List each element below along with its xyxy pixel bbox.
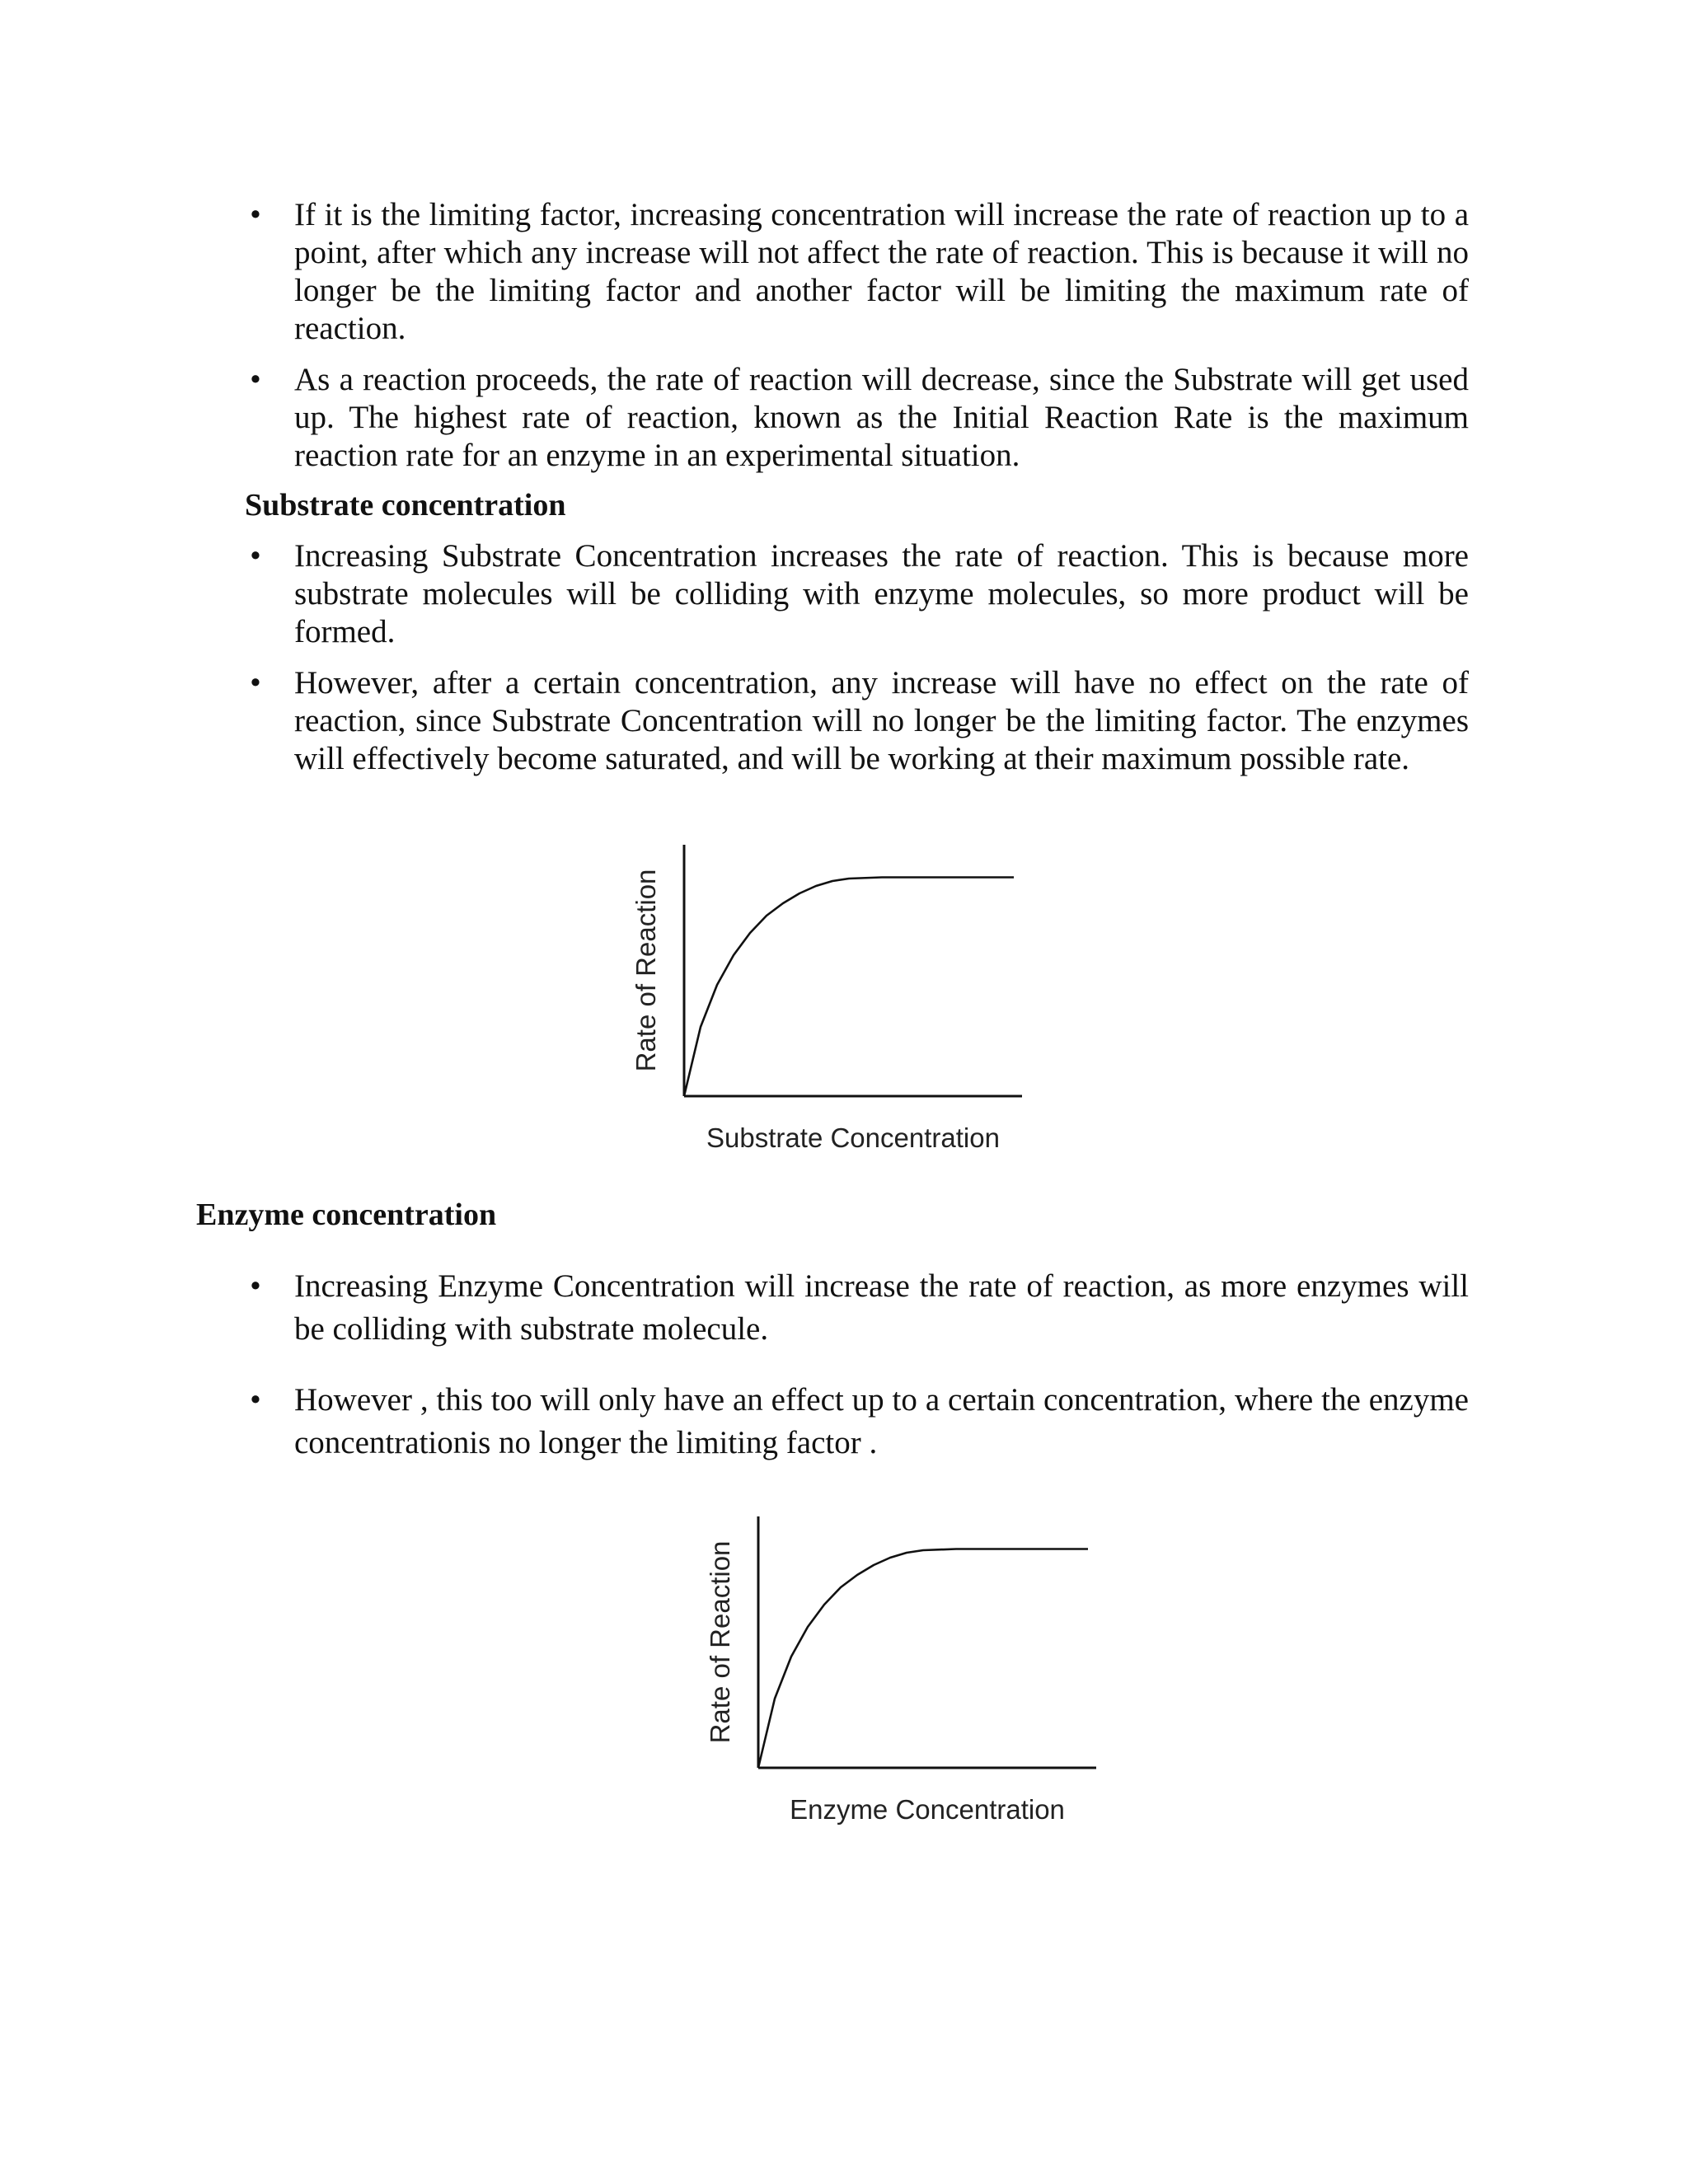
enzyme-bullet-2 (250, 1379, 1469, 1465)
bullet-symbol: • (250, 1268, 261, 1304)
bullet-symbol: • (250, 362, 261, 397)
enzyme-rate-chart (684, 1504, 1063, 1834)
bullet-text: Increasing Substrate Concentration increases the rate of reaction. This is because more substrate molecules will be colliding with enzyme molecules, so more product will be formed. (294, 538, 1469, 649)
enzyme-bullet-1 (250, 1265, 1469, 1351)
chart-svg (610, 832, 1000, 1162)
bullet-text: If it is the limiting factor, increasing concentration will increase the rate of reaction up to a point, after which any increase will not affect the rate of reaction. This is because it will no longer be the limiting factor and another factor will be limiting the maximum rate of reaction. (294, 197, 1469, 346)
bullet-text: However , this too will only have an effect up to a certain concentration, where the enzyme concentrationis no longer the limiting factor . (294, 1382, 1469, 1460)
substrate-bullet-2 (250, 664, 1469, 778)
y-axis-label: Rate of Reaction (705, 1540, 735, 1744)
bullet-symbol: • (250, 665, 261, 701)
substrate-heading: Substrate concentration (245, 488, 566, 523)
bullet-symbol: • (250, 538, 261, 574)
bullet-text: Increasing Enzyme Concentration will increase the rate of reaction, as more enzymes will be colliding with substrate molecule. (294, 1268, 1469, 1347)
x-axis-label: Enzyme Concentration (790, 1794, 1065, 1825)
intro-bullet-2 (250, 361, 1469, 475)
bullet-symbol: • (250, 1382, 261, 1418)
y-axis-label: Rate of Reaction (631, 869, 661, 1072)
substrate-rate-chart (610, 832, 1000, 1162)
bullet-text: However, after a certain concentration, any increase will have no effect on the rate of reaction, since Substrate Concentration will no longer be the limiting factor. The enzymes will effectively become saturated, and will be working at their maximum possible rate. (294, 665, 1469, 776)
enzyme-heading: Enzyme concentration (196, 1197, 497, 1232)
bullet-symbol: • (250, 197, 261, 232)
bullet-text: As a reaction proceeds, the rate of reaction will decrease, since the Substrate will get used up. The highest rate of reaction, known as the Initial Reaction Rate is the maximum reaction rate for an enzyme in an experimental situation. (294, 362, 1469, 473)
x-axis-label: Substrate Concentration (706, 1122, 1000, 1153)
series-line-0 (684, 878, 1014, 1097)
substrate-bullet-1 (250, 537, 1469, 651)
chart-svg (684, 1504, 1063, 1834)
intro-bullet-1 (250, 196, 1469, 348)
series-line-0 (758, 1549, 1088, 1769)
